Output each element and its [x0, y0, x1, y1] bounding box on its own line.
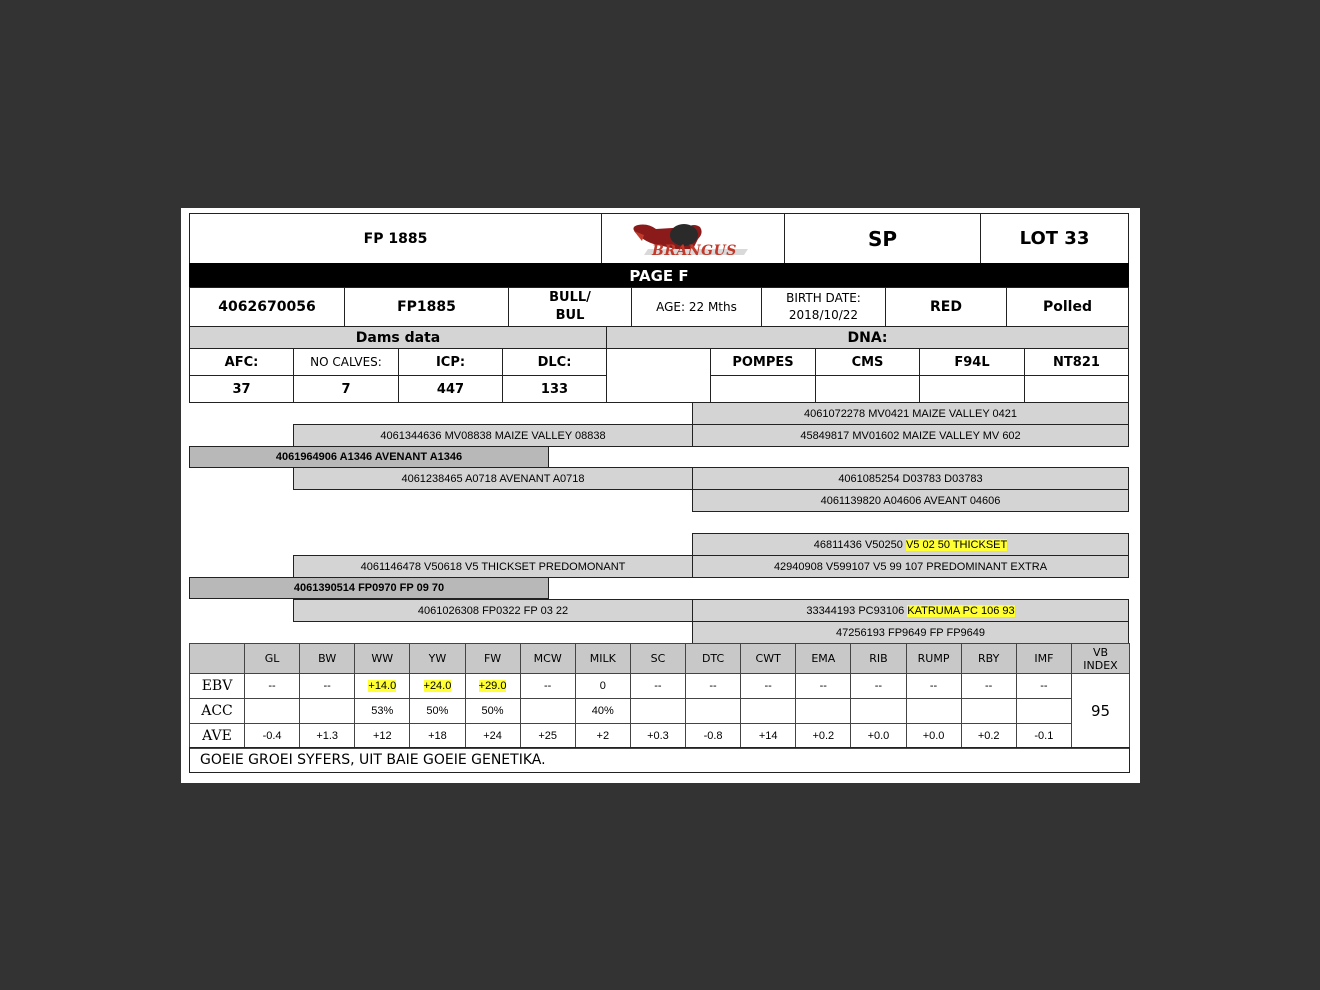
pedigree-sire-dam-sire	[692, 467, 1129, 490]
col-header: YW	[410, 644, 465, 674]
dd-text: 4061026308 FP0322 FP 03 22	[417, 604, 569, 617]
ebv-value: --	[929, 680, 938, 692]
ebv-value: --	[544, 680, 552, 692]
dams-value-icp	[398, 375, 503, 403]
ebv-cell	[355, 674, 410, 699]
class-text: SP	[867, 226, 898, 251]
ave-row	[190, 724, 1130, 749]
page-title	[189, 263, 1129, 288]
ave-cell: +0.0	[906, 724, 961, 749]
acc-cell	[906, 699, 961, 724]
ebv-cell	[796, 674, 851, 699]
pedigree-dam-sire	[293, 555, 693, 578]
dna-header-f94l	[919, 348, 1025, 376]
class-header	[784, 213, 981, 264]
col-header: RIB	[851, 644, 906, 674]
ebv-value: --	[764, 680, 772, 692]
row-label-acc: ACC	[190, 699, 245, 724]
ebv-cell	[300, 674, 355, 699]
pompes-label: POMPES	[732, 354, 794, 370]
ave-cell: +0.2	[796, 724, 851, 749]
sex-cell	[508, 287, 632, 327]
ebv-cell	[906, 674, 961, 699]
sds-text: 4061085254 D03783 D03783	[838, 472, 983, 485]
ddd-text: 47256193 FP9649 FP FP9649	[835, 626, 986, 639]
afc-label: AFC:	[224, 354, 259, 370]
lot-header	[980, 213, 1129, 264]
lot-text: LOT 33	[1019, 228, 1090, 249]
color-text: RED	[930, 299, 962, 315]
vb-index-value	[1072, 674, 1130, 749]
col-header: EMA	[796, 644, 851, 674]
color-cell	[885, 287, 1007, 327]
acc-cell	[520, 699, 575, 724]
col-header: FW	[465, 644, 520, 674]
ave-cell: +0.0	[851, 724, 906, 749]
ebv-value: --	[654, 680, 662, 692]
ds-text: 4061146478 V50618 V5 THICKSET PREDOMONANT	[360, 560, 626, 573]
dds-text-b: KATRUMA PC 106 93	[907, 604, 1015, 617]
dlc-label: DLC:	[537, 354, 572, 370]
col-header: MCW	[520, 644, 575, 674]
ave-cell: +2	[575, 724, 630, 749]
ebv-value: --	[323, 680, 331, 692]
dna-header-cms	[815, 348, 920, 376]
birth-label: BIRTH DATE:	[786, 291, 861, 305]
dna-value-f94l	[919, 375, 1025, 403]
dna-value-cms	[815, 375, 920, 403]
brangus-logo	[601, 213, 785, 264]
ebv-value-highlight: +14.0	[368, 680, 397, 692]
dams-title-text: Dams data	[355, 329, 441, 346]
acc-cell	[630, 699, 685, 724]
reg-number	[189, 287, 345, 327]
dna-value-nt821	[1024, 375, 1129, 403]
no-calves-value: 7	[341, 381, 351, 397]
birth-date: 2018/10/22	[788, 308, 859, 322]
horn-text: Polled	[1043, 299, 1092, 315]
animal-id-header	[189, 213, 602, 264]
col-header: BW	[300, 644, 355, 674]
ebv-value-highlight: +29.0	[478, 680, 507, 692]
col-header: MILK	[575, 644, 630, 674]
vb-label-1: VB	[1092, 645, 1109, 659]
dna-header-pompes	[710, 348, 816, 376]
acc-row	[190, 699, 1130, 724]
ave-cell: +0.3	[630, 724, 685, 749]
animal-code-text: FP1885	[397, 299, 456, 315]
ave-cell: -0.8	[686, 724, 741, 749]
nt821-label: NT821	[1053, 354, 1100, 370]
comment-box	[189, 747, 1130, 773]
ebv-cell	[1016, 674, 1071, 699]
cms-label: CMS	[851, 354, 884, 370]
dsd-text: 42940908 V599107 V5 99 107 PREDOMINANT EXTRA	[773, 560, 1048, 573]
ebv-cell	[686, 674, 741, 699]
row-label-ave: AVE	[190, 724, 245, 749]
acc-cell: 50%	[410, 699, 465, 724]
pedigree-dam-sire-dam	[692, 555, 1129, 578]
ebv-value: --	[1040, 680, 1048, 692]
ebv-cell	[741, 674, 796, 699]
vb-label-2: INDEX	[1083, 658, 1118, 672]
ebv-value: --	[268, 680, 276, 692]
col-header: DTC	[686, 644, 741, 674]
pedigree-sire	[189, 446, 549, 468]
no-calves-label: NO CALVES:	[310, 355, 382, 369]
ebv-value: --	[819, 680, 827, 692]
pedigree-dam-sire-sire	[692, 533, 1129, 556]
pedigree-sire-sire	[293, 424, 693, 447]
ave-cell: +25	[520, 724, 575, 749]
dams-header-icp	[398, 348, 503, 376]
birth-date-cell	[761, 287, 886, 327]
row-label-ebv: EBV	[190, 674, 245, 699]
col-header: CWT	[741, 644, 796, 674]
icp-label: ICP:	[435, 354, 466, 370]
ebv-cell	[410, 674, 465, 699]
sex-line1: BULL/	[549, 290, 591, 305]
age-text: AGE: 22 Mths	[656, 300, 737, 314]
ebv-value: --	[985, 680, 993, 692]
page-text: PAGE F	[629, 266, 689, 285]
dams-value-no-calves	[293, 375, 399, 403]
dna-header-nt821	[1024, 348, 1129, 376]
ave-cell: -0.1	[1016, 724, 1071, 749]
pedigree-dam-dam-sire	[692, 599, 1129, 622]
ave-cell: +12	[355, 724, 410, 749]
ebv-row	[190, 674, 1130, 699]
dna-title	[606, 326, 1129, 349]
dss-text-b: V5 02 50 THICKSET	[905, 538, 1008, 551]
acc-cell	[961, 699, 1016, 724]
comment-text: GOEIE GROEI SYFERS, UIT BAIE GOEIE GENETIKA.	[200, 752, 546, 768]
sd-text: 4061238465 A0718 AVENANT A0718	[401, 472, 585, 485]
dna-blank-cell	[606, 348, 711, 403]
acc-cell: 53%	[355, 699, 410, 724]
horn-cell	[1006, 287, 1129, 327]
ebv-grid	[189, 643, 1130, 749]
col-header: GL	[245, 644, 300, 674]
col-header: RBY	[961, 644, 1016, 674]
sire-text: 4061964906 A1346 AVENANT A1346	[275, 451, 463, 463]
ebv-value: 0	[599, 680, 606, 692]
pedigree-dam-dam-dam	[692, 621, 1129, 644]
ss-text: 4061344636 MV08838 MAIZE VALLEY 08838	[380, 429, 606, 442]
vb-index-number: 95	[1090, 702, 1111, 720]
dss-text-a: 46811436 V50250	[813, 538, 906, 551]
pedigree-sire-dam	[293, 467, 693, 490]
dlc-value: 133	[540, 381, 569, 397]
reg-number-text: 4062670056	[218, 299, 316, 315]
f94l-label: F94L	[954, 354, 990, 370]
dam-text: 4061390514 FP0970 FP 09 70	[293, 582, 445, 594]
ave-cell: +1.3	[300, 724, 355, 749]
animal-code	[344, 287, 509, 327]
icp-value: 447	[436, 381, 465, 397]
sex-line2: BUL	[555, 308, 585, 323]
ave-cell: +18	[410, 724, 465, 749]
dams-value-dlc	[502, 375, 607, 403]
logo-text: BRANGUS	[652, 243, 737, 259]
ebv-cell	[575, 674, 630, 699]
ebv-header-row	[190, 644, 1130, 674]
dams-header-afc	[189, 348, 294, 376]
acc-cell	[300, 699, 355, 724]
dams-data-title	[189, 326, 607, 349]
acc-cell	[245, 699, 300, 724]
ebv-cell	[520, 674, 575, 699]
ebv-cell	[465, 674, 520, 699]
acc-cell: 40%	[575, 699, 630, 724]
ebv-table	[189, 643, 1130, 748]
dds-text-a: 33344193 PC93106	[806, 604, 908, 617]
ave-cell: -0.4	[245, 724, 300, 749]
ssd-text: 45849817 MV01602 MAIZE VALLEY MV 602	[800, 429, 1021, 442]
acc-cell: 50%	[465, 699, 520, 724]
pedigree-sire-sire-sire	[692, 402, 1129, 425]
vb-index-header	[1072, 644, 1130, 674]
col-header: IMF	[1016, 644, 1071, 674]
ebv-value: --	[709, 680, 717, 692]
acc-cell	[1016, 699, 1071, 724]
age-cell	[631, 287, 762, 327]
pedigree-dam	[189, 577, 549, 599]
col-header: SC	[630, 644, 685, 674]
acc-cell	[796, 699, 851, 724]
pedigree-sire-sire-dam	[692, 424, 1129, 447]
ebv-cell	[851, 674, 906, 699]
dna-value-pompes	[710, 375, 816, 403]
ave-cell: +0.2	[961, 724, 1016, 749]
dams-value-afc	[189, 375, 294, 403]
col-header: WW	[355, 644, 410, 674]
pedigree-sire-dam-dam	[692, 489, 1129, 512]
sdd-text: 4061139820 A04606 AVEANT 04606	[820, 494, 1001, 507]
acc-cell	[741, 699, 796, 724]
animal-id-text: FP 1885	[363, 230, 428, 247]
ebv-cell	[961, 674, 1016, 699]
ave-cell: +14	[741, 724, 796, 749]
dams-header-dlc	[502, 348, 607, 376]
sss-text: 4061072278 MV0421 MAIZE VALLEY 0421	[803, 407, 1018, 420]
afc-value: 37	[232, 381, 251, 397]
ebv-cell	[630, 674, 685, 699]
ebv-value: --	[874, 680, 883, 692]
acc-cell	[686, 699, 741, 724]
ebv-corner	[190, 644, 245, 674]
ave-cell: +24	[465, 724, 520, 749]
acc-cell	[851, 699, 906, 724]
dna-title-text: DNA:	[847, 329, 888, 346]
ebv-value-highlight: +24.0	[423, 680, 452, 692]
ebv-cell	[245, 674, 300, 699]
col-header: RUMP	[906, 644, 961, 674]
bull-card	[181, 208, 1140, 783]
pedigree-dam-dam	[293, 599, 693, 622]
dams-header-no-calves	[293, 348, 399, 376]
